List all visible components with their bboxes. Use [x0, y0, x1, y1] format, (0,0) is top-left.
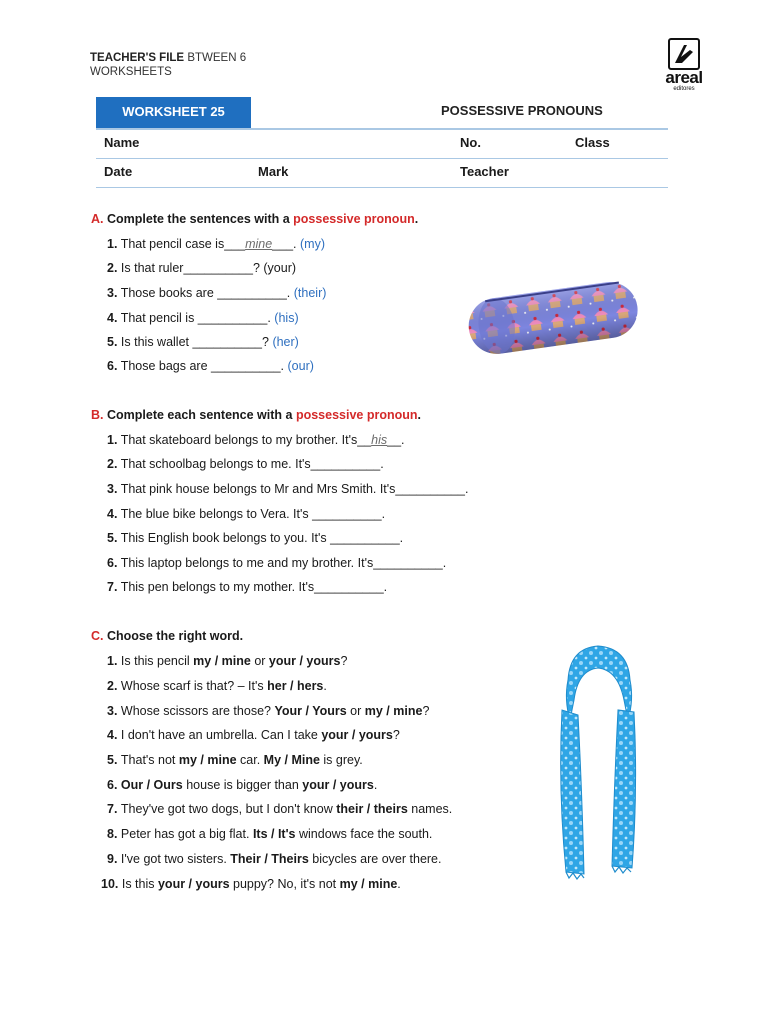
teachers-file-label: TEACHER'S FILE: [90, 52, 185, 64]
exercise-a-3: [107, 286, 326, 300]
item-text: puppy? No, it's not: [229, 877, 340, 891]
number-field-label: No.: [460, 135, 481, 150]
word-choice: your / yours: [321, 728, 393, 742]
exercise-b-7: [107, 580, 387, 594]
exercise-b-4: [107, 507, 385, 521]
student-info-row-2: [96, 158, 668, 188]
word-choice: your / yours: [157, 877, 230, 891]
item-text: or: [250, 654, 269, 668]
section-a-heading: [91, 212, 418, 226]
item-text: Those bags are __________.: [120, 359, 285, 373]
item-number: 10.: [101, 877, 122, 891]
section-b-highlight: possessive pronoun: [295, 408, 418, 422]
exercise-b-5: [107, 531, 403, 545]
worksheet-number: WORKSHEET 25: [96, 97, 251, 128]
item-number: 3.: [107, 704, 121, 718]
item-hint: (his): [274, 311, 299, 325]
word-choice: your / yours: [268, 654, 341, 668]
section-c-heading: [91, 629, 243, 643]
exercise-b-1: [107, 433, 405, 447]
item-text: .: [323, 679, 327, 693]
item-number: 2.: [107, 679, 121, 693]
item-text: This laptop belongs to me and my brother. It's__________.: [120, 556, 447, 570]
item-text: ?: [340, 654, 348, 668]
exercise-c-10: [101, 877, 401, 891]
item-text: names.: [407, 802, 453, 816]
exercise-a-5: [107, 335, 299, 349]
word-choice: Our / Ours: [120, 778, 183, 792]
exercise-a-1: [107, 237, 325, 251]
exercise-a-4: [107, 311, 299, 325]
item-hint: (our): [287, 359, 314, 373]
word-choice: their / theirs: [336, 802, 408, 816]
item-number: 2.: [107, 457, 118, 471]
logo-brand: areal: [665, 68, 703, 87]
item-text: I've got two sisters.: [120, 852, 231, 866]
word-choice: my / mine: [364, 704, 423, 718]
word-choice: my / mine: [178, 753, 237, 767]
item-number: 8.: [107, 827, 121, 841]
exercise-a-6: [107, 359, 314, 373]
item-number: 7.: [107, 580, 118, 594]
item-number: 1.: [107, 237, 118, 251]
item-text: Whose scarf is that? – It's: [120, 679, 268, 693]
example-answer: mine: [245, 237, 273, 251]
item-number: 4.: [107, 311, 118, 325]
logo-mark-icon: [668, 38, 700, 70]
example-answer: his: [371, 433, 388, 447]
exercise-c-7: [107, 802, 452, 816]
section-b-letter: B.: [91, 408, 104, 422]
item-number: 4.: [107, 507, 118, 521]
item-text: Peter has got a big flat.: [120, 827, 253, 841]
exercise-c-8: [107, 827, 432, 841]
item-hint: (her): [272, 335, 299, 349]
exercise-b-3: [107, 482, 468, 496]
exercise-c-4: [107, 728, 400, 742]
item-text: They've got two dogs, but I don't know: [120, 802, 337, 816]
item-text: That skateboard belongs to my brother. It's__: [120, 433, 372, 447]
item-text: Whose scissors are those?: [120, 704, 275, 718]
word-choice: Their / Theirs: [230, 852, 309, 866]
word-choice: your / yours: [302, 778, 374, 792]
item-text: .: [397, 877, 401, 891]
exercise-b-6: [107, 556, 446, 570]
section-a-highlight: possessive pronoun: [293, 212, 415, 226]
item-number: 4.: [107, 728, 121, 742]
item-text: is grey.: [319, 753, 363, 767]
section-b-heading: [91, 408, 421, 422]
item-number: 5.: [107, 531, 118, 545]
item-hint: (their): [293, 286, 327, 300]
section-a-period: .: [414, 212, 419, 226]
item-text: That's not: [120, 753, 179, 767]
exercise-c-6: [107, 778, 377, 792]
item-blank-end: __.: [387, 433, 405, 447]
exercise-c-5: [107, 753, 363, 767]
exercise-a-2: [107, 261, 296, 275]
exercise-c-2: [107, 679, 327, 693]
book-label: BTWEEN 6: [187, 52, 247, 64]
mark-field-label: Mark: [258, 164, 289, 179]
worksheets-label: WORKSHEETS: [90, 66, 172, 78]
word-choice: my / mine: [193, 654, 251, 668]
exercise-c-3: [107, 704, 429, 718]
item-number: 5.: [107, 335, 118, 349]
item-text: This pen belongs to my mother. It's__________.: [120, 580, 388, 594]
worksheet-title: POSSESSIVE PRONOUNS: [441, 103, 603, 118]
section-b-period: .: [417, 408, 421, 422]
item-text: Is that ruler__________? (your): [120, 261, 297, 275]
item-text: Those books are __________.: [120, 286, 291, 300]
item-text: .: [373, 778, 378, 792]
item-text: That schoolbag belongs to me. It's__________.: [120, 457, 384, 471]
teacher-field-label: Teacher: [460, 164, 509, 179]
item-number: 5.: [107, 753, 121, 767]
exercise-c-1: [107, 654, 347, 668]
class-field-label: Class: [575, 135, 610, 150]
section-b-instruction: Complete each sentence with a: [106, 408, 293, 422]
exercise-b-2: [107, 457, 384, 471]
item-text: ?: [392, 728, 400, 742]
student-info-row-1: [96, 129, 668, 159]
item-text: That pink house belongs to Mr and Mrs Smith. It's__________.: [120, 482, 469, 496]
item-number: 2.: [107, 261, 118, 275]
scarf-image: [548, 640, 648, 880]
exercise-c-9: [107, 852, 441, 866]
section-a-instruction: Complete the sentences with a: [106, 212, 290, 226]
item-text: Is this wallet __________?: [120, 335, 269, 349]
logo-sub: editores: [673, 86, 695, 92]
item-text: or: [346, 704, 365, 718]
section-c-instruction: Choose the right word.: [106, 629, 244, 643]
item-text: ?: [422, 704, 430, 718]
item-text: windows face the south.: [295, 827, 433, 841]
item-text: Is this: [121, 877, 158, 891]
item-number: 6.: [107, 556, 118, 570]
item-text: Is this pencil: [120, 654, 194, 668]
item-number: 3.: [107, 482, 118, 496]
worksheet-title-bar: [96, 97, 668, 130]
name-field-label: Name: [104, 135, 140, 150]
item-text: That pencil is __________.: [120, 311, 271, 325]
item-number: 7.: [107, 802, 121, 816]
word-choice: my / mine: [339, 877, 398, 891]
word-choice: Your / Yours: [274, 704, 347, 718]
item-text: That pencil case is___: [120, 237, 246, 251]
item-blank-end: ___.: [272, 237, 297, 251]
pencil-case-image: [458, 272, 648, 362]
item-number: 3.: [107, 286, 118, 300]
item-number: 1.: [107, 433, 118, 447]
item-text: This English book belongs to you. It's __________.: [120, 531, 404, 545]
word-choice: her / hers: [267, 679, 324, 693]
word-choice: Its / It's: [252, 827, 296, 841]
item-text: car.: [236, 753, 264, 767]
document-header: [90, 51, 246, 79]
date-field-label: Date: [104, 164, 133, 179]
section-c-letter: C.: [91, 629, 104, 643]
item-number: 6.: [107, 359, 118, 373]
item-text: The blue bike belongs to Vera. It's __________.: [120, 507, 386, 521]
areal-logo: [660, 38, 708, 90]
item-number: 6.: [107, 778, 121, 792]
item-text: I don't have an umbrella. Can I take: [120, 728, 322, 742]
item-number: 9.: [107, 852, 121, 866]
section-a-letter: A.: [91, 212, 104, 226]
item-number: 1.: [107, 654, 121, 668]
word-choice: My / Mine: [263, 753, 320, 767]
item-text: bicycles are over there.: [308, 852, 442, 866]
item-text: house is bigger than: [182, 778, 303, 792]
item-hint: (my): [300, 237, 325, 251]
